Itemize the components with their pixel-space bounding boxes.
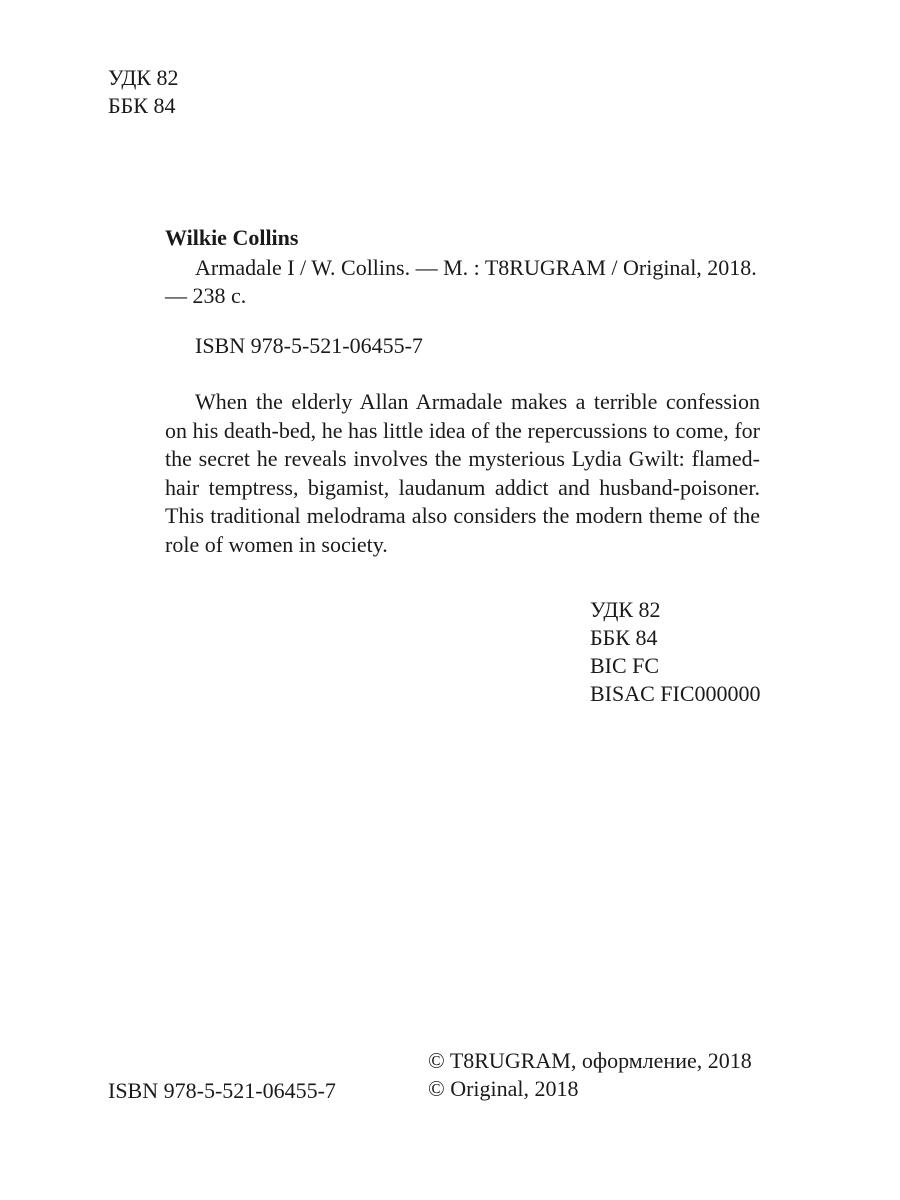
footer-isbn: ISBN 978-5-521-06455-7	[108, 1078, 336, 1103]
annotation-text: When the elderly Allan Armadale makes a terrible confession on his death-bed, he has little idea of the repercussions to come, for the secret he reveals involves the mysterious Lydia Gwilt: flamed-hair temptress, bigamist, laudanum addict and husband-poisoner. This traditional melodrama also considers the modern theme of the role of women in society.	[165, 389, 760, 557]
udk-code-right: УДК 82	[590, 597, 661, 622]
entry-isbn: ISBN 978-5-521-06455-7	[195, 333, 423, 358]
bbk-code-right: ББК 84	[590, 625, 658, 650]
bisac-code: BISAC FIC000000	[590, 681, 761, 706]
copyright-design: © T8RUGRAM, оформление, 2018	[428, 1048, 752, 1073]
author-name: Wilkie Collins	[165, 225, 299, 250]
bic-code: BIC FC	[590, 653, 660, 678]
udk-code: УДК 82	[108, 65, 179, 90]
right-classification-block	[590, 596, 761, 708]
bbk-code: ББК 84	[108, 93, 176, 118]
top-classification-block	[108, 64, 179, 120]
bibliographic-entry	[165, 222, 760, 560]
copyright-original: © Original, 2018	[428, 1076, 579, 1101]
copyright-notices	[428, 1047, 752, 1103]
bibliographic-description: Armadale I / W. Collins. — M. : T8RUGRAM / Original, 2018. — 238 с.	[165, 255, 757, 308]
